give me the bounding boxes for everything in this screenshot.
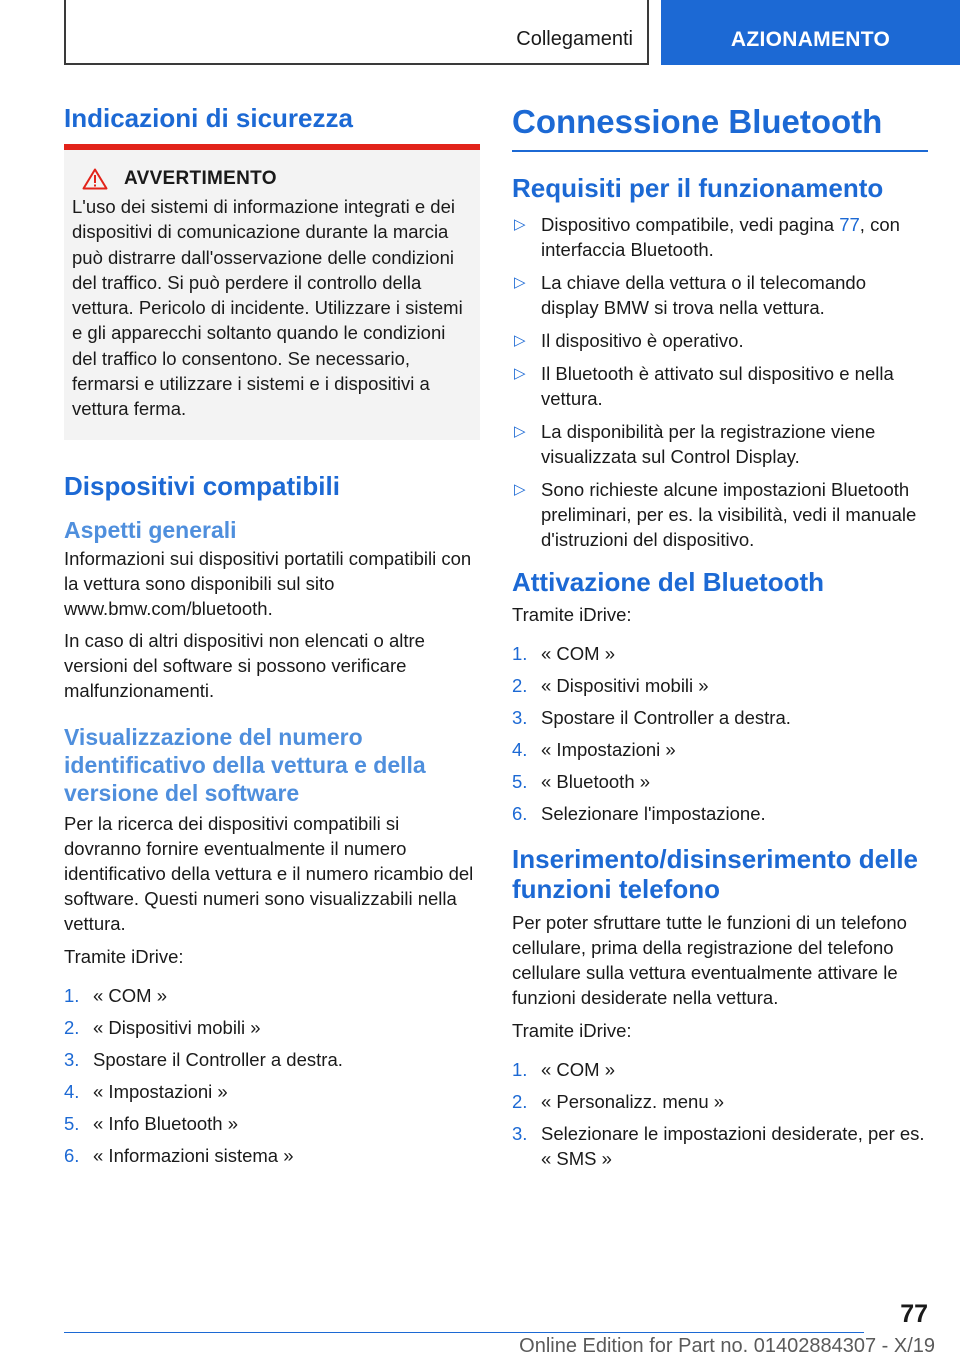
page-number: 77 — [900, 1300, 928, 1328]
requirements-title: Requisiti per il funzionamento — [512, 173, 884, 203]
page-link[interactable]: 77 — [839, 214, 860, 235]
list-item: ▷ Sono richieste alcune impostazioni Bluetooth preliminari, per es. la visibilità, vedi il manuale d'istruzioni del dispositivo. — [514, 479, 917, 550]
left-column — [64, 100, 480, 1175]
vin-title: Visualizzazione del numero identificativo della vettura e della versione del software — [64, 723, 426, 806]
phone-functions-via: Tramite iDrive: — [512, 1020, 632, 1041]
activation-via: Tramite iDrive: — [512, 604, 632, 625]
safety-title: Indicazioni di sicurezza — [64, 103, 353, 133]
triangle-bullet-icon: ▷ — [514, 365, 526, 382]
header-section-label: Collegamenti — [516, 28, 633, 50]
main-title: Connessione Bluetooth — [512, 100, 928, 152]
list-item: 2. « Dispositivi mobili » — [512, 675, 709, 696]
activation-steps-list — [512, 641, 928, 826]
phone-steps-list — [512, 1057, 928, 1171]
triangle-bullet-icon: ▷ — [514, 481, 526, 498]
list-item: ▷ La disponibilità per la registrazione viene visualizzata sul Control Display. — [514, 421, 876, 467]
list-item: 3. Selezionare le impostazioni desiderate, per es. « SMS » — [512, 1123, 925, 1169]
list-item: 1. « COM » — [64, 984, 168, 1006]
phone-functions-title: Inserimento/disinserimento delle funzioni telefono — [512, 844, 918, 904]
vin-via: Tramite iDrive: — [64, 945, 184, 967]
general-paragraph-1: Informazioni sui dispositivi portatili compatibili con la vettura sono disponibili sul sito www.bmw.com/bluetooth. — [64, 547, 472, 619]
general-title: Aspetti generali — [64, 516, 237, 543]
footer-edition: Online Edition for Part no. 01402884307 - X/19 — [519, 1335, 935, 1357]
triangle-bullet-icon: ▷ — [514, 274, 526, 291]
list-item: 1. « COM » — [512, 1059, 616, 1080]
header-section-box — [64, 0, 649, 65]
list-item: 2. « Dispositivi mobili » — [64, 1016, 261, 1038]
vin-paragraph: Per la ricerca dei dispositivi compatibili si dovranno fornire eventualmente il numero identificativo della vettura e il numero ricambio del software. Questi numeri sono visualizzabili nella vettura. — [64, 812, 474, 934]
warning-box — [64, 144, 480, 440]
requirements-list — [512, 212, 928, 552]
phone-functions-paragraph: Per poter sfruttare tutte le funzioni di un telefono cellulare, prima della registrazione del telefono cellulare sulla vettura eventualmente attivare le funzioni desiderate nella vettura. — [512, 912, 907, 1008]
list-item: 3. Spostare il Controller a destra. — [64, 1048, 343, 1070]
list-item: 4. « Impostazioni » — [64, 1080, 228, 1102]
header-chapter-tab — [661, 0, 960, 65]
list-item: 2. « Personalizz. menu » — [512, 1091, 725, 1112]
list-item: 6. « Informazioni sistema » — [64, 1144, 294, 1166]
activation-title: Attivazione del Bluetooth — [512, 567, 824, 597]
vin-steps-list — [64, 983, 480, 1168]
list-item: ▷ La chiave della vettura o il telecomando display BMW si trova nella vettura. — [514, 272, 866, 318]
warning-title: AVVERTIMENTO — [124, 168, 277, 189]
triangle-bullet-icon: ▷ — [514, 423, 526, 440]
triangle-bullet-icon: ▷ — [514, 216, 526, 233]
list-item: ▷ Dispositivo compatibile, vedi pagina 77, con interfaccia Bluetooth. — [514, 214, 900, 260]
general-paragraph-2: In caso di altri dispositivi non elencati o altre versioni del software si possono verificare malfunzionamenti. — [64, 629, 425, 701]
list-item: ▷ Il Bluetooth è attivato sul dispositivo e nella vettura. — [514, 363, 894, 409]
list-item: 4. « Impostazioni » — [512, 739, 676, 760]
list-item: 5. « Info Bluetooth » — [64, 1112, 239, 1134]
list-item: ▷ Il dispositivo è operativo. — [514, 330, 744, 351]
warning-triangle-icon — [82, 168, 108, 190]
list-item: 6. Selezionare l'impostazione. — [512, 803, 766, 824]
compat-title: Dispositivi compatibili — [64, 470, 340, 501]
warning-header — [72, 168, 472, 190]
right-column — [512, 100, 928, 1178]
footer-divider — [64, 1332, 864, 1333]
list-item: 1. « COM » — [512, 643, 616, 664]
warning-body: L'uso dei sistemi di informazione integrati e dei dispositivi di comunicazione durante la marcia può distrarre dall'osservazione delle condizioni del traffico. Si può perdere il controllo della vettura. Pericolo di incidente. Utilizzare i sistemi e gli apparecchi soltanto quando le condizioni del traffico lo consentono. Se necessario, fermarsi e utilizzare i sistemi e i dispositivi a vettura ferma. — [72, 196, 463, 420]
list-item: 3. Spostare il Controller a destra. — [512, 707, 791, 728]
header-chapter-label: AZIONAMENTO — [730, 28, 891, 51]
triangle-bullet-icon: ▷ — [514, 332, 526, 349]
list-item: 5. « Bluetooth » — [512, 771, 651, 792]
